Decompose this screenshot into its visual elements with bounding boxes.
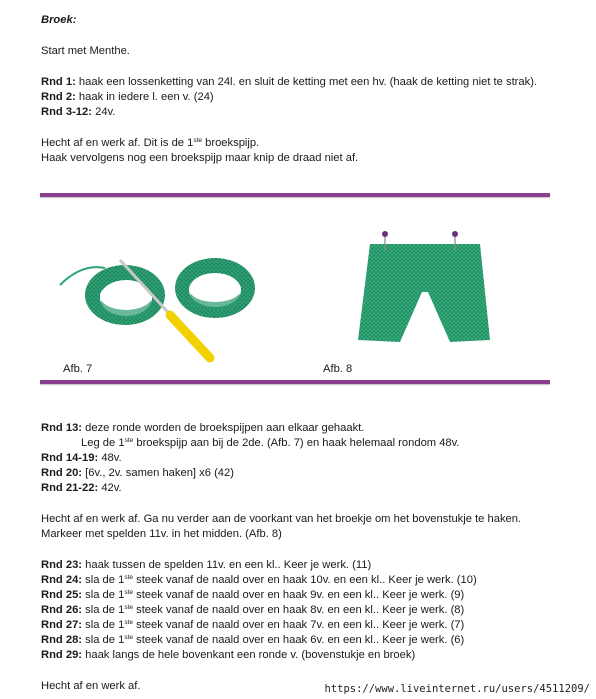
round-label: Rnd 3-12:	[41, 106, 92, 118]
section-title: Broek:	[41, 14, 77, 26]
finish-3-line: Hecht af en werk af.	[41, 680, 141, 692]
round-29-line	[41, 648, 415, 663]
round-26-line: Rnd 26: sla de 1ste steek vanaf de naald over en haak 8v. en een kl.. Keer je werk. (8)	[41, 604, 465, 616]
round-21-22-line	[41, 481, 122, 496]
photo-fig8	[340, 222, 510, 352]
round-text: 24v.	[95, 106, 116, 118]
caption-fig8: Afb. 8	[323, 363, 353, 375]
intro-text: Start met Menthe.	[41, 45, 130, 57]
round-text: deze ronde worden de broekspijpen aan elkaar gehaakt.	[85, 422, 365, 434]
round-23-line	[41, 558, 371, 573]
round-label: Rnd 1:	[41, 76, 76, 88]
finish-1-line-2: Haak vervolgens nog een broekspijp maar knip de draad niet af.	[41, 152, 359, 164]
round-label: Rnd 2:	[41, 91, 76, 103]
round-label: Rnd 21-22:	[41, 482, 99, 494]
finish-1-line-1: Hecht af en werk af. Dit is de 1ste broekspijp.	[41, 137, 260, 149]
round-text: haak een lossenketting van 24l. en sluit de ketting met een hv. (haak de ketting niet te strak).	[78, 76, 538, 88]
round-label: Rnd 13:	[41, 422, 83, 434]
round-label: Rnd 25:	[41, 589, 83, 601]
round-label: Rnd 23:	[41, 559, 83, 571]
divider-bottom	[40, 380, 550, 384]
round-27-line: Rnd 27: sla de 1ste steek vanaf de naald over en haak 7v. en een kl.. Keer je werk. (7)	[41, 619, 465, 631]
round-label: Rnd 26:	[41, 604, 83, 616]
round-25-line: Rnd 25: sla de 1ste steek vanaf de naald over en haak 9v. en een kl.. Keer je werk. (9)	[41, 589, 465, 601]
round-label: Rnd 27:	[41, 619, 83, 631]
round-label: Rnd 14-19:	[41, 452, 99, 464]
round-label: Rnd 20:	[41, 467, 83, 479]
round-13-subline: Leg de 1ste broekspijp aan bij de 2de. (Afb. 7) en haak helemaal rondom 48v.	[81, 437, 460, 449]
round-1-line	[41, 75, 537, 90]
finish-2-line-2: Markeer met spelden 11v. in het midden. (Afb. 8)	[41, 528, 282, 540]
round-2-line	[41, 90, 214, 105]
round-14-19-line	[41, 451, 122, 466]
round-label: Rnd 29:	[41, 649, 83, 661]
round-label: Rnd 28:	[41, 634, 83, 646]
round-text: 48v.	[101, 452, 122, 464]
round-28-line: Rnd 28: sla de 1ste steek vanaf de naald over en haak 6v. en een kl.. Keer je werk. (6)	[41, 634, 465, 646]
watermark-url: https://www.liveinternet.ru/users/4511209/	[324, 683, 590, 695]
round-3-12-line	[41, 105, 115, 120]
round-13-line	[41, 421, 364, 436]
caption-fig7: Afb. 7	[63, 363, 93, 375]
round-20-line	[41, 466, 234, 481]
round-text: 42v.	[101, 482, 122, 494]
round-text: haak langs de hele bovenkant een ronde v. (bovenstukje en broek)	[85, 649, 416, 661]
photo-fig7	[50, 210, 290, 370]
round-text: haak in iedere l. een v. (24)	[78, 91, 214, 103]
finish-2-line-1: Hecht af en werk af. Ga nu verder aan de voorkant van het broekje om het bovenstukje te haken.	[41, 513, 522, 525]
round-text: [6v., 2v. samen haken] x6 (42)	[85, 467, 234, 479]
round-label: Rnd 24:	[41, 574, 83, 586]
round-24-line: Rnd 24: sla de 1ste steek vanaf de naald over en haak 10v. en een kl.. Keer je werk. (10)	[41, 574, 477, 586]
round-text: haak tussen de spelden 11v. en een kl.. Keer je werk. (11)	[85, 559, 372, 571]
divider-top	[40, 193, 550, 197]
